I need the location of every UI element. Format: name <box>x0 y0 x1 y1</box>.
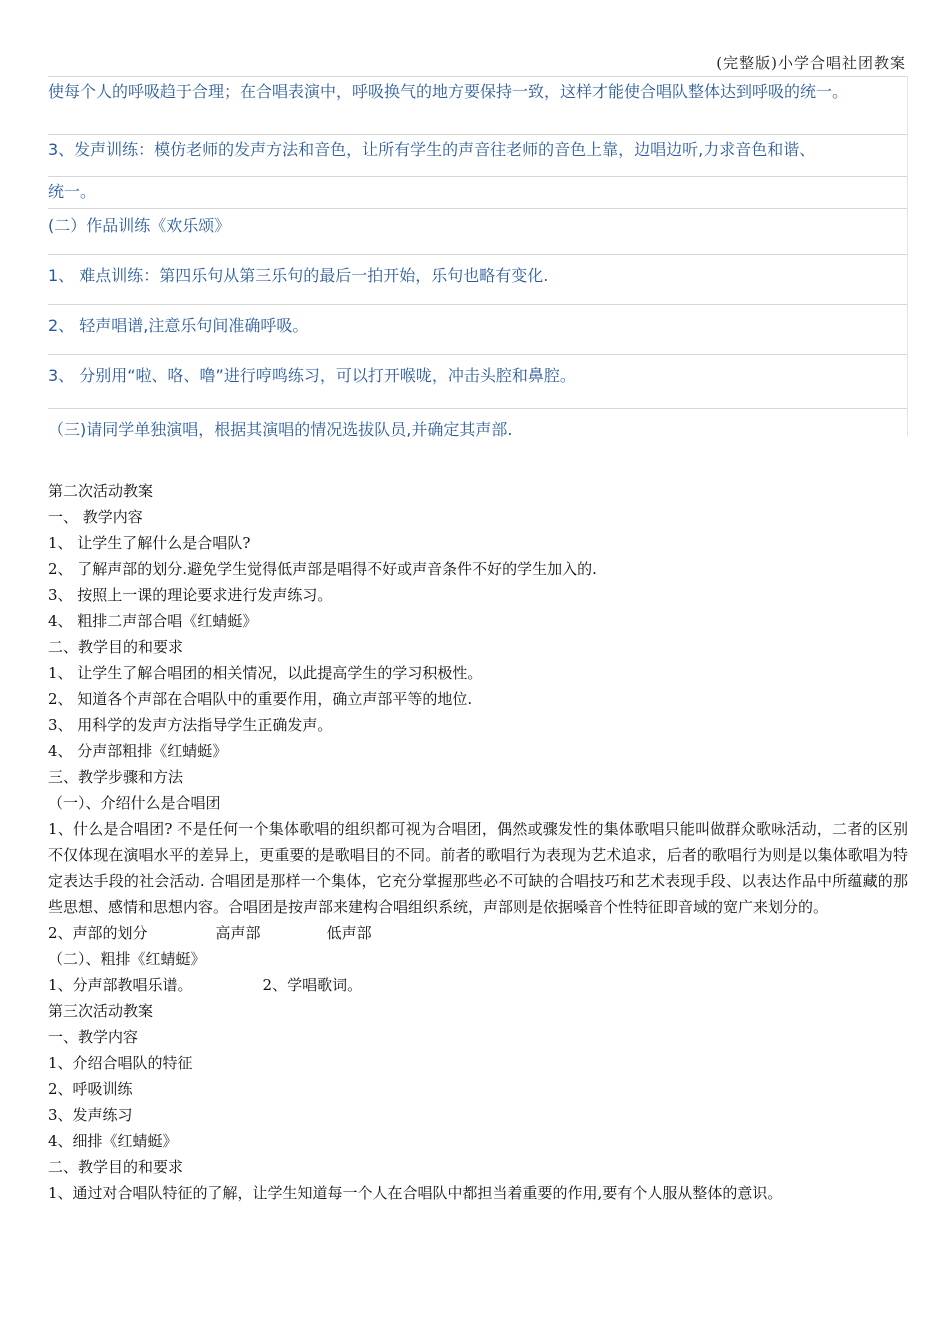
section-heading: 二、教学目的和要求 <box>48 1158 184 1176</box>
voice-training-line-end: 统一。 <box>48 182 97 201</box>
lesson-title: 第二次活动教案 <box>48 482 154 500</box>
list-item: 1、 让学生了解合唱团的相关情况，以此提高学生的学习积极性。 <box>48 664 483 682</box>
list-item: 3、 按照上一课的理论要求进行发声练习。 <box>48 586 333 604</box>
list-item: 1、 难点训练：第四乐句从第三乐句的最后一拍开始，乐句也略有变化. <box>48 266 549 285</box>
lesson-title: 第三次活动教案 <box>48 1002 154 1020</box>
sub-heading: （二）、粗排《红蜻蜓》 <box>48 950 206 968</box>
divider <box>48 176 908 177</box>
frame-line <box>907 76 908 436</box>
list-item: 1、 让学生了解什么是合唱队? <box>48 534 251 552</box>
section-heading: 一、教学内容 <box>48 1028 139 1046</box>
section-heading: 二、教学目的和要求 <box>48 638 184 656</box>
voice-part-line <box>48 920 908 946</box>
section-heading: （三)请同学单独演唱，根据其演唱的情况选拔队员,并确定其声部. <box>48 420 513 439</box>
list-item: 2、 知道各个声部在合唱队中的重要作用，确立声部平等的地位. <box>48 690 473 708</box>
list-item: 4、 粗排二声部合唱《红蜻蜓》 <box>48 612 258 630</box>
divider <box>48 304 908 305</box>
voice-training-line: 3、发声训练：模仿老师的发声方法和音色，让所有学生的声音往老师的音色上靠，边唱边听,力求音色和谐、 <box>48 140 816 159</box>
breathing-paragraph: 使每个人的呼吸趋于合理；在合唱表演中，呼吸换气的地方要保持一致，这样才能使合唱队整体达到呼吸的统一。 <box>48 82 849 101</box>
list-item: 2、学唱歌词。 <box>262 976 363 994</box>
divider <box>48 76 908 77</box>
rehearsal-line <box>48 972 908 998</box>
list-item: 3、 用科学的发声方法指导学生正确发声。 <box>48 716 333 734</box>
high-voice: 高声部 <box>215 924 261 942</box>
list-item: 2、 轻声唱谱,注意乐句间准确呼吸。 <box>48 316 309 335</box>
divider <box>48 254 908 255</box>
list-item: 1、分声部教唱乐谱。 <box>48 976 193 994</box>
sub-heading: （一）、介绍什么是合唱团 <box>48 794 221 812</box>
list-item: 3、 分别用“啦、咯、噜”进行哼鸣练习，可以打开喉咙，冲击头腔和鼻腔。 <box>48 366 576 385</box>
choir-definition-paragraph: 1、什么是合唱团? 不是任何一个集体歌唱的组织都可视为合唱团，偶然或骤发性的集体歌唱只能叫做群众歌咏活动，二者的区别不仅体现在演唱水平的差异上，更重要的是歌唱目的不同。前者的歌唱行为表现为艺术追求，后者的歌唱行为则是以集体歌唱为特定表达手段的社会活动. 合唱团是那样一个集体，它充分掌握那些必不可缺的合唱技巧和艺术表现手段、以表达作品中所蕴藏的那些思想、感情和思想内容。合唱团是按声部来建构合唱组织系统，声部则是依据嗓音个性特征即音域的宽广来划分的。 <box>48 820 908 916</box>
section-heading: 三、教学步骤和方法 <box>48 768 184 786</box>
voice-part-label: 2、声部的划分 <box>48 924 148 942</box>
divider <box>48 134 908 135</box>
list-item: 3、发声练习 <box>48 1106 133 1124</box>
section-heading: 一、 教学内容 <box>48 508 143 526</box>
list-item: 2、 了解声部的划分.避免学生觉得低声部是唱得不好或声音条件不好的学生加入的. <box>48 560 597 578</box>
list-item: 1、介绍合唱队的特征 <box>48 1054 193 1072</box>
low-voice: 低声部 <box>326 924 372 942</box>
list-item: 4、 分声部粗排《红蜻蜓》 <box>48 742 228 760</box>
divider <box>48 408 908 409</box>
list-item: 4、细排《红蜻蜓》 <box>48 1132 178 1150</box>
list-item: 2、呼吸训练 <box>48 1080 133 1098</box>
goal-paragraph: 1、通过对合唱队特征的了解，让学生知道每一个人在合唱队中都担当着重要的作用,要有个人服从整体的意识。 <box>48 1184 783 1202</box>
section-heading: (二）作品训练《欢乐颂》 <box>48 216 231 235</box>
divider <box>48 354 908 355</box>
divider <box>48 208 908 209</box>
page-header: (完整版)小学合唱社团教案 <box>716 54 906 72</box>
second-lesson-plan <box>48 478 908 1206</box>
